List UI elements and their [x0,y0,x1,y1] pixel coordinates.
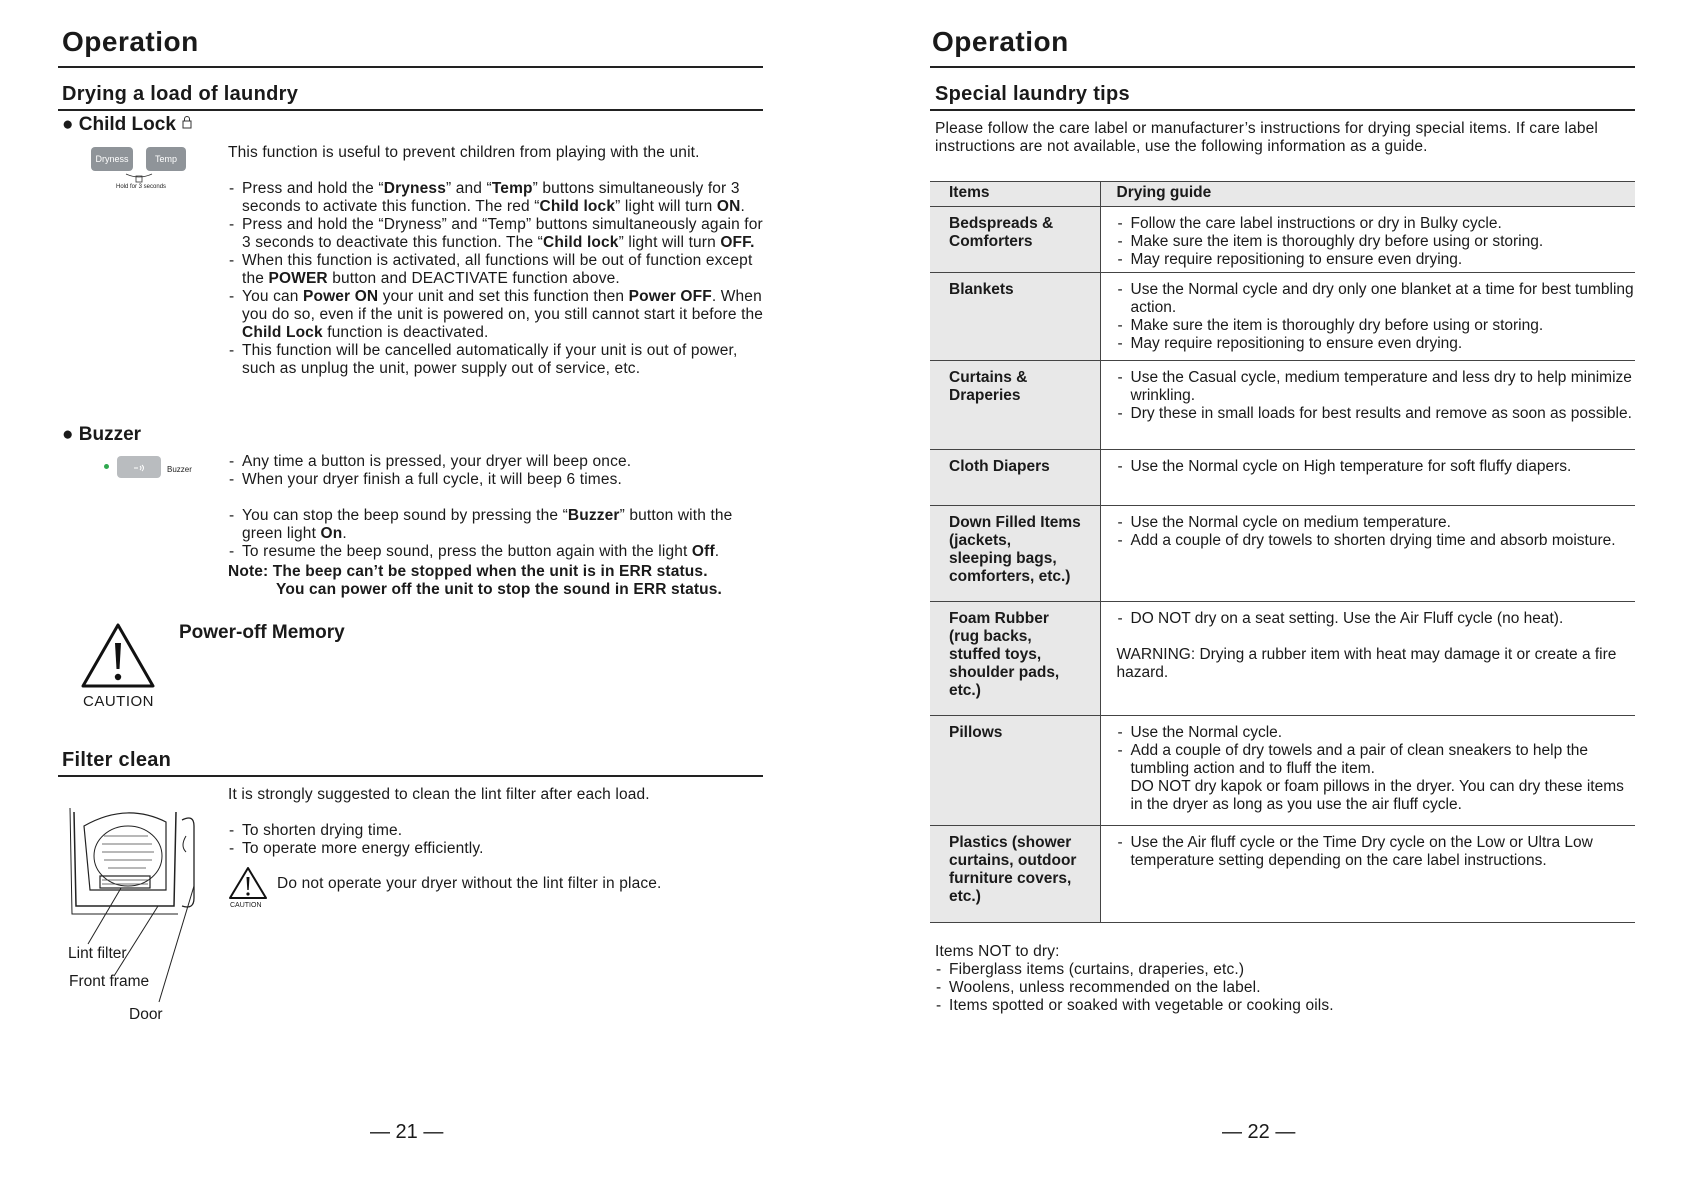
lock-icon [181,115,193,129]
table-row [930,716,1635,826]
buzzer-button-illustration [117,456,161,478]
list-item: - DO NOT dry on a seat setting. Use the Air Fluff cycle (no heat). [1117,610,1636,628]
table-row [930,450,1635,506]
list-item: - Make sure the item is thoroughly dry before using or storing. [1117,317,1636,335]
drying-guide-table [930,181,1635,923]
caution-small-icon [228,866,268,900]
callout-door: Door [129,1006,163,1023]
power-off-memory-heading: Power-off Memory [179,622,345,643]
list-item: - May require repositioning to ensure even drying. [1117,251,1636,269]
list-item: - Dry these in small loads for best results and remove as soon as possible. [1117,405,1636,423]
col-header-items: Items [930,182,1100,207]
child-lock-body [228,144,768,378]
list-item: - Use the Normal cycle on High temperature for soft fluffy diapers. [1117,458,1636,476]
table-row [930,826,1635,923]
page-number: — 21 — [370,1121,444,1143]
page-title: Operation [62,26,199,57]
list-item: - Any time a button is pressed, your dryer will beep once. [228,453,773,471]
list-item: - Add a couple of dry towels to shorten drying time and absorb moisture. [1117,532,1636,550]
list-item: - To operate more energy efficiently. [228,840,768,858]
section-rule [58,109,763,111]
child-lock-heading-text: Child Lock [78,114,176,135]
not-to-dry [935,943,1640,1015]
row-item: Blankets [930,273,1100,361]
caution-label: CAUTION [83,693,154,710]
list-item: - When this function is activated, all functions will be out of function except the POWER button and DEACTIVATE function above. [228,252,768,288]
list-item: - Items spotted or soaked with vegetable or cooking oils. [935,997,1640,1015]
page-number: — 22 — [1222,1121,1296,1143]
table-row [930,506,1635,602]
row-item: Foam Rubber (rug backs, stuffed toys, shoulder pads, etc.) [930,602,1100,716]
buzzer-heading-text: Buzzer [78,424,142,445]
row-item: Curtains & Draperies [930,361,1100,450]
buzzer-note [228,563,773,599]
list-item: - When your dryer finish a full cycle, it will beep 6 times. [228,471,773,489]
list-item: - You can Power ON your unit and set this function then Power OFF. When you do so, even if the unit is powered on, you still cannot start it before the Child Lock function is deactivated. [228,288,768,342]
list-item: - Fiberglass items (curtains, draperies, etc.) [935,961,1640,979]
page-21 [0,0,842,1192]
green-light-icon [104,464,109,469]
list-item: - Use the Casual cycle, medium temperature and less dry to help minimize wrinkling. [1117,369,1636,405]
not-to-dry-heading: Items NOT to dry: [935,943,1060,960]
list-item: - Press and hold the “Dryness” and “Temp” buttons simultaneously again for 3 seconds to deactivate this function. The “Child lock” light will turn OFF. [228,216,768,252]
page-title: Operation [932,26,1069,57]
row-item: Down Filled Items (jackets, sleeping bags, comforters, etc.) [930,506,1100,602]
hold-caption: Hold for 3 seconds [116,184,167,190]
tips-intro: Please follow the care label or manufacturer’s instructions for drying special items. If care label instructions are not available, use the following information as a guide. [935,120,1598,155]
filter-intro: It is strongly suggested to clean the lint filter after each load. [228,786,650,803]
child-lock-list [228,180,768,378]
list-item: - You can stop the beep sound by pressing the “Buzzer” button with the green light On. [228,507,773,543]
note-line-1: Note: The beep can’t be stopped when the unit is in ERR status. [228,563,708,580]
filter-body [228,786,768,858]
list-item: - This function will be cancelled automatically if your unit is out of power, such as unplug the unit, power supply out of service, etc. [228,342,768,378]
col-header-guide: Drying guide [1100,182,1635,207]
list-item: - To shorten drying time. [228,822,768,840]
dryness-button-illustration: Dryness [91,147,133,171]
table-row [930,602,1635,716]
list-item: - Use the Normal cycle and dry only one blanket at a time for best tumbling action. [1117,281,1636,317]
list-item: - Make sure the item is thoroughly dry before using or storing. [1117,233,1636,251]
list-item: - Woolens, unless recommended on the label. [935,979,1640,997]
list-item: - Use the Air fluff cycle or the Time Dry cycle on the Low or Ultra Low temperature setting depending on the care label instructions. [1117,834,1636,870]
caution-icon [80,621,156,689]
list-item: - Use the Normal cycle. [1117,724,1636,742]
section-title-tips: Special laundry tips [935,83,1130,105]
filter-warning: Do not operate your dryer without the lint filter in place. [277,875,662,892]
temp-button-illustration: Temp [146,147,186,171]
row-item: Plastics (shower curtains, outdoor furniture covers, etc.) [930,826,1100,923]
row-item: Bedspreads & Comforters [930,207,1100,273]
list-item: - Press and hold the “Dryness” and “Temp” buttons simultaneously for 3 seconds to activate this function. The red “Child lock” light will turn ON. [228,180,768,216]
page-22 [842,0,1685,1192]
list-item: - Add a couple of dry towels and a pair of clean sneakers to help the tumbling action and to fluff the item. DO NOT dry kapok or foam pillows in the dryer. You can dry these items in the dryer as long as you use the air fluff cycle. [1117,742,1636,814]
table-row [930,273,1635,361]
buzzer-heading: ● Buzzer [62,424,142,445]
note-line-2: You can power off the unit to stop the sound in ERR status. [276,581,722,598]
list-item: - Use the Normal cycle on medium temperature. [1117,514,1636,532]
buzzer-body [228,453,773,599]
section-title-filter: Filter clean [62,749,172,771]
title-rule [58,66,763,68]
callout-front-frame: Front frame [69,973,150,990]
child-lock-intro: This function is useful to prevent children from playing with the unit. [228,144,700,161]
hold-lock-icon [124,171,154,185]
buzzer-caption: Buzzer [167,465,192,474]
row-item: Cloth Diapers [930,450,1100,506]
sound-icon [132,464,146,472]
caution-small-label: CAUTION [230,902,262,909]
section-rule [930,109,1635,111]
table-row [930,361,1635,450]
row-item: Pillows [930,716,1100,826]
list-item: - To resume the beep sound, press the button again with the light Off. [228,543,773,561]
section-title-drying: Drying a load of laundry [62,83,299,105]
callout-lint-filter: Lint filter [68,945,127,962]
title-rule [930,66,1635,68]
table-row [930,207,1635,273]
table-header [930,182,1635,207]
child-lock-heading: ● Child Lock [62,114,193,136]
list-item: - Follow the care label instructions or dry in Bulky cycle. [1117,215,1636,233]
list-item: - May require repositioning to ensure even drying. [1117,335,1636,353]
section-rule [58,775,763,777]
warning-note: WARNING: Drying a rubber item with heat may damage it or create a fire hazard. [1116,646,1617,681]
